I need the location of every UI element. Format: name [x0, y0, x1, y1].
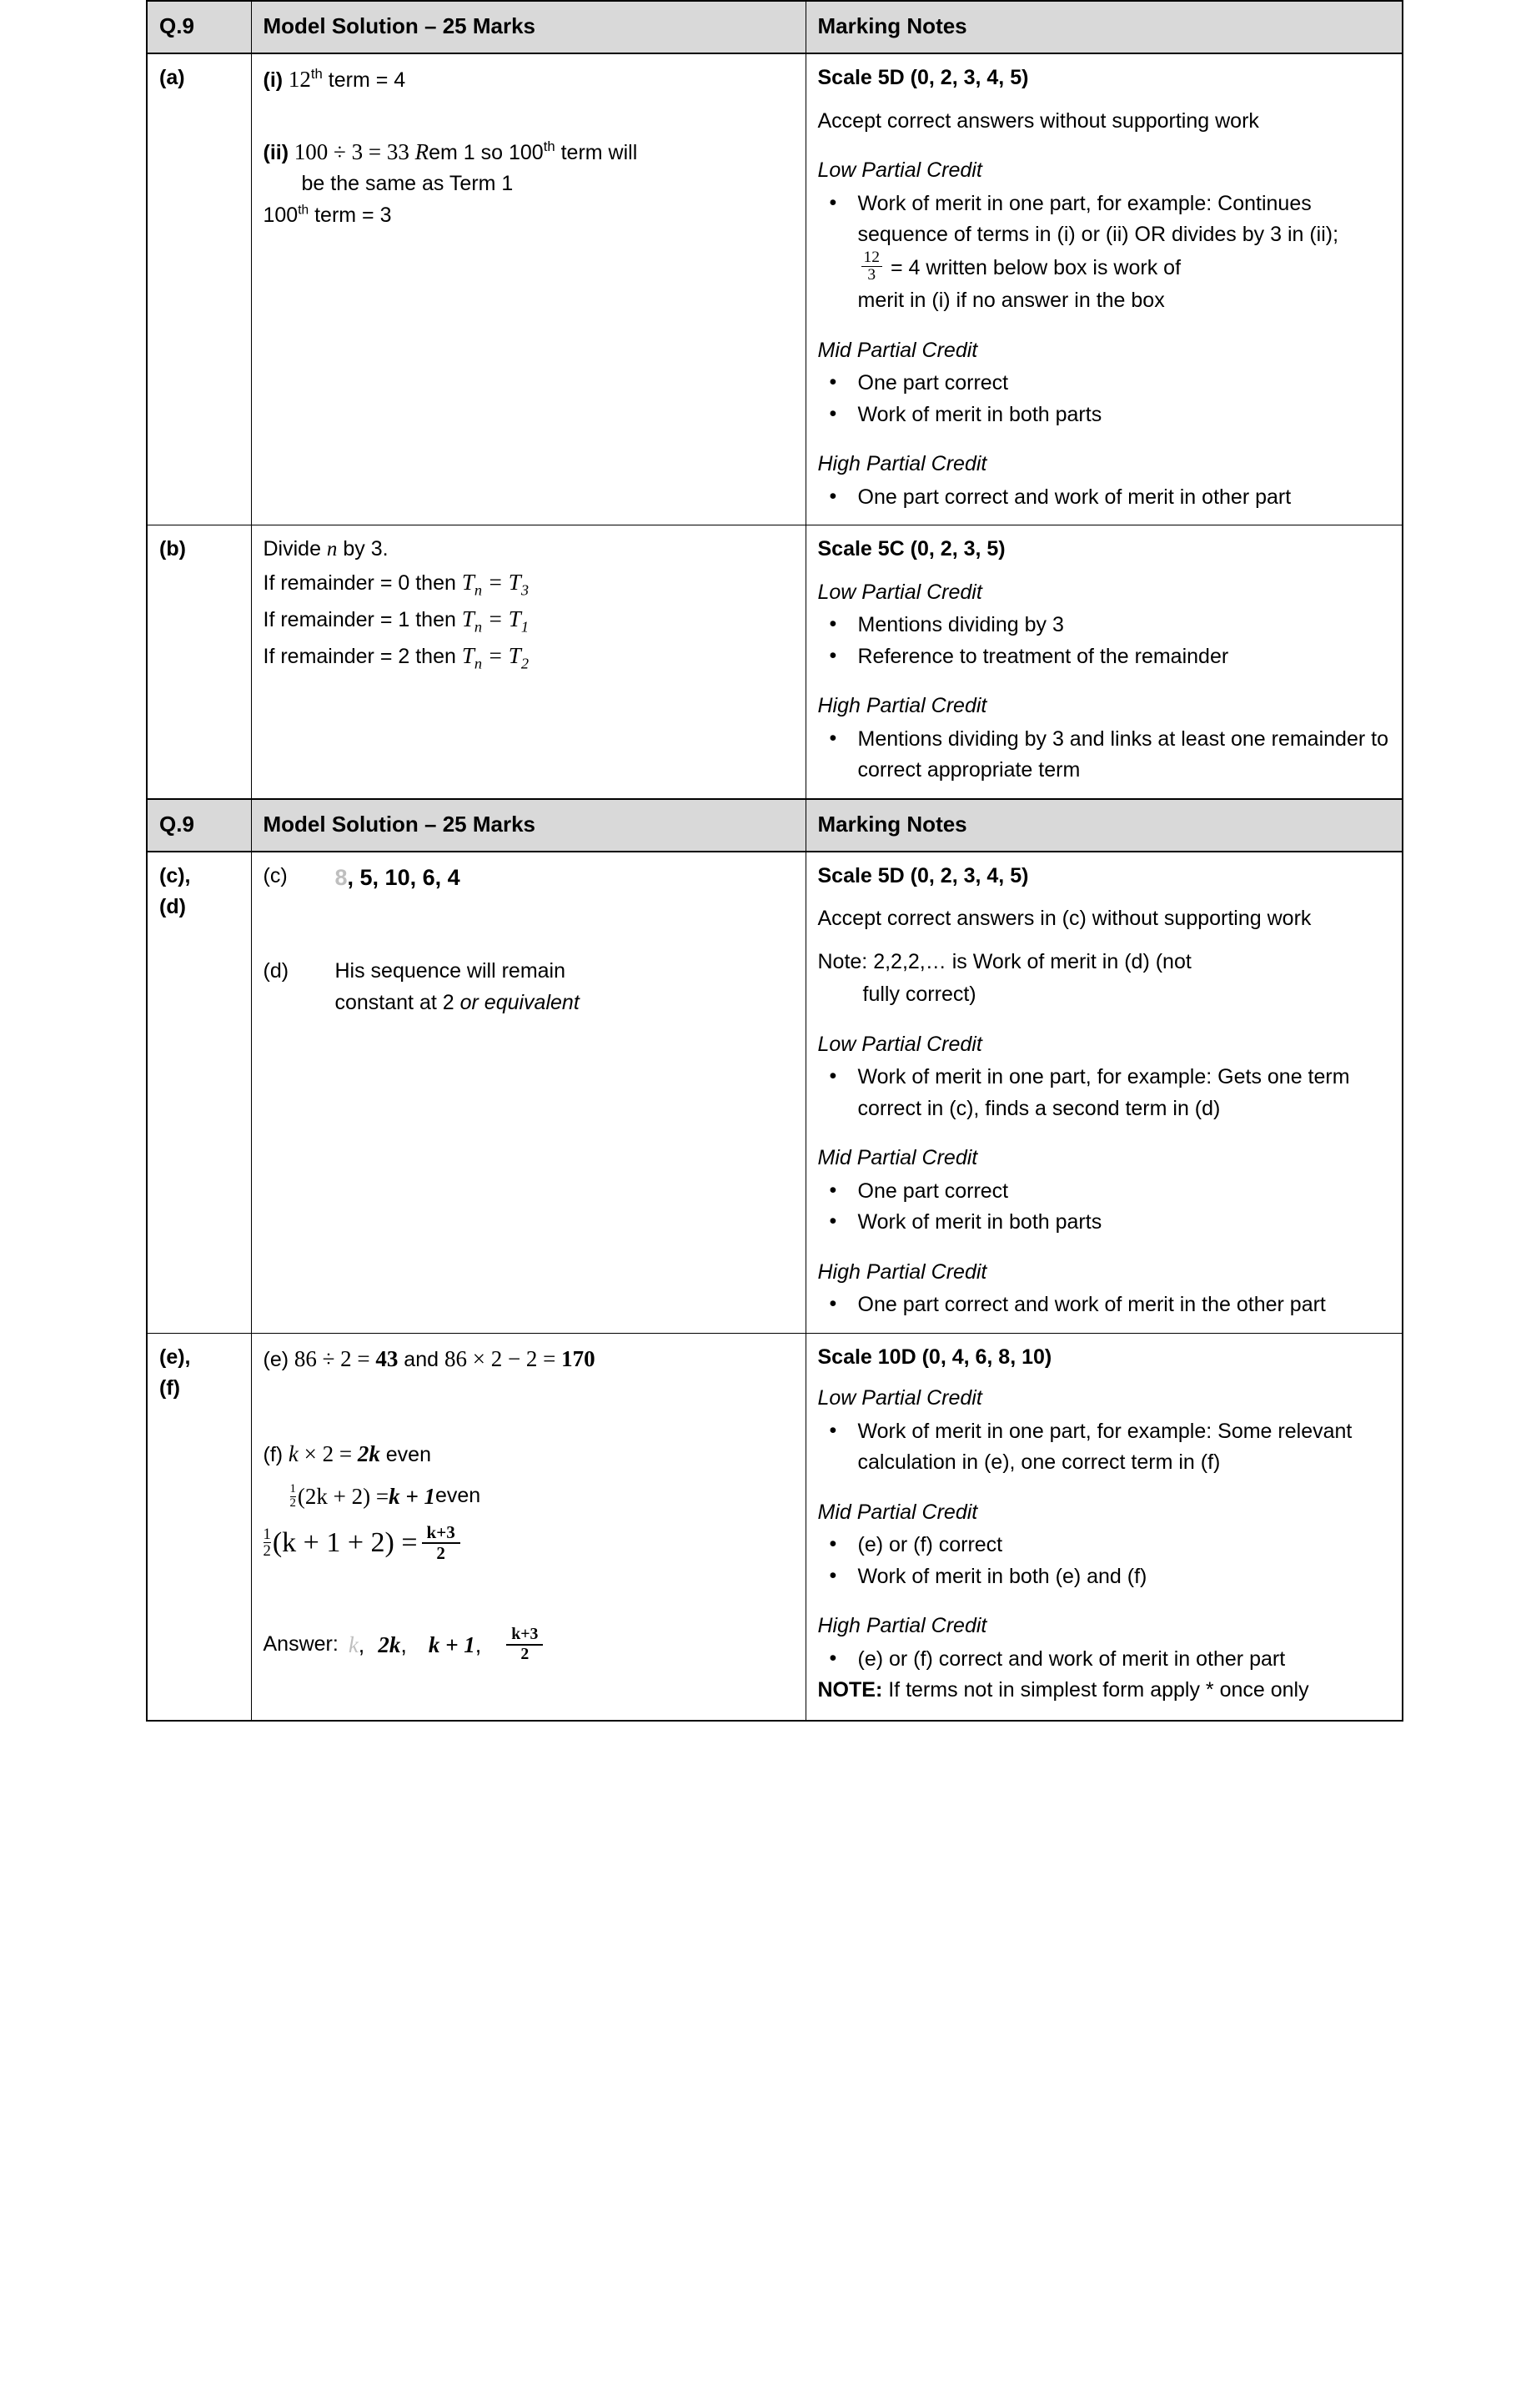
mid-partial-credit-heading: Mid Partial Credit: [817, 338, 978, 362]
solution-d-text: His sequence will remain constant at 2 or equivalent: [334, 959, 580, 1014]
answer-term-1: k: [348, 1631, 359, 1657]
row-label-f: (f): [159, 1376, 180, 1400]
list-item: • Work of merit in one part, for example: Continues sequence of terms in (i) or (ii) OR divides by 3 in (ii); $\frac{12}{3}$ = 4 written below box is work of merit in (i) if no answer in the box: [818, 189, 1391, 317]
high-partial-credit-heading: High Partial Credit: [817, 1614, 987, 1638]
solution-a-part-ii-line2: be the same as Term 1: [301, 172, 514, 195]
list-item: • Work of merit in one part, for example: Gets one term correct in (c), finds a second term in (d): [818, 1062, 1391, 1124]
mid-partial-credit-list: [818, 368, 1391, 430]
list-item: • One part correct and work of merit in other part: [818, 482, 1391, 514]
solution-cell-b: [251, 525, 806, 799]
frac-tail-line2: merit in (i) if no answer in the box: [857, 289, 1165, 313]
low-partial-credit-heading: Low Partial Credit: [817, 158, 982, 182]
fraction-k-plus-3-over-2: $\frac{k+3}{2}$: [422, 1523, 460, 1563]
scale-label: Scale 5D (0, 2, 3, 4, 5): [817, 66, 1029, 89]
fraction-12-over-3: $\frac{12}{3}$: [861, 249, 882, 284]
solution-c-line: (c) 8, 5, 10, 6, 4: [264, 861, 794, 895]
high-partial-credit-heading: High Partial Credit: [817, 452, 987, 476]
mid-partial-credit-list: [818, 1176, 1391, 1239]
low-partial-credit-list: [818, 189, 1391, 317]
answer-term-3: k + 1: [428, 1631, 475, 1657]
list-item: • (e) or (f) correct and work of merit in other part: [818, 1644, 1391, 1676]
low-partial-credit-heading: Low Partial Credit: [817, 580, 982, 604]
marking-scheme-table: [146, 0, 1403, 1722]
list-item: • Reference to treatment of the remainder: [818, 641, 1391, 673]
list-item: • One part correct: [818, 368, 1391, 400]
solution-b-line3: If remainder = 1 then $T_n = T_1$: [263, 606, 530, 636]
low-partial-credit-heading: Low Partial Credit: [817, 1032, 982, 1056]
scale-label: Scale 5D (0, 2, 3, 4, 5): [817, 863, 1029, 887]
row-label-cd: [147, 852, 251, 1334]
answer-term-2: 2k: [378, 1631, 401, 1657]
accept-note: Accept correct answers without supporting work: [817, 108, 1259, 133]
solution-d-line: (d) His sequence will remain constant at 2 or equivalent: [264, 956, 794, 1018]
sequence-values: 8, 5, 10, 6, 4: [334, 864, 460, 890]
high-partial-credit-list: [818, 482, 1391, 514]
mid-partial-credit-heading: Mid Partial Credit: [817, 1146, 978, 1170]
high-partial-credit-heading: High Partial Credit: [817, 1259, 987, 1284]
header-question-number: Q.9: [147, 1, 251, 53]
solution-f-line3: $\frac{1}{2}$ (k + 1 + 2) = $\frac{k+3}{2}$: [264, 1521, 794, 1564]
header-model-solution: Model Solution – 25 Marks: [251, 1, 806, 53]
solution-f-line1: (f) k × 2 = 2k even: [263, 1441, 431, 1467]
table-row: [147, 852, 1403, 1334]
low-partial-credit-heading: Low Partial Credit: [817, 1386, 982, 1410]
fraction-one-half: $\frac{1}{2}$: [289, 1481, 296, 1510]
accept-note: Accept correct answers in (c) without supporting work: [817, 907, 1312, 931]
table-header-row-2: [147, 799, 1403, 852]
header-marking-notes: Marking Notes: [806, 1, 1403, 53]
list-item: • Mentions dividing by 3 and links at least one remainder to correct appropriate term: [818, 724, 1391, 787]
spacer: [264, 894, 794, 956]
solution-cell-cd: [251, 852, 806, 1334]
solution-f-line2: $\frac{1}{2}$ (2k + 2) = k + 1 even: [289, 1481, 481, 1510]
list-item: • Mentions dividing by 3: [818, 610, 1391, 641]
solution-b-line2: If remainder = 0 then $T_n = T_3$: [263, 569, 530, 599]
solution-cell-ef: [251, 1333, 806, 1721]
high-partial-credit-list: [818, 724, 1391, 787]
notes-cell-b: [806, 525, 1403, 799]
high-partial-credit-heading: High Partial Credit: [817, 694, 987, 718]
answer-term-4-fraction: $\frac{k+3}{2}$: [506, 1626, 543, 1664]
solution-a-part-i: (i) 12th term = 4: [263, 66, 406, 92]
header-model-solution: Model Solution – 25 Marks: [251, 799, 806, 852]
scale-label: Scale 10D (0, 4, 6, 8, 10): [817, 1345, 1052, 1369]
list-item: • Work of merit in both (e) and (f): [818, 1561, 1391, 1593]
note-line-1: Note: 2,2,2,… is Work of merit in (d) (not: [817, 949, 1192, 973]
table-row: [147, 53, 1403, 525]
list-item: • Work of merit in one part, for example: Some relevant calculation in (e), one correct term in (f): [818, 1416, 1391, 1479]
scale-label: Scale 5C (0, 2, 3, 5): [817, 537, 1006, 561]
spacer: [264, 1375, 794, 1437]
list-item: • One part correct: [818, 1176, 1391, 1208]
solution-b-line1: Divide n by 3.: [263, 537, 389, 561]
spacer: [264, 97, 794, 135]
table-row: [147, 1333, 1403, 1721]
solution-a-part-ii-line3: 100th term = 3: [263, 203, 392, 227]
row-label-e: (e),: [159, 1345, 191, 1369]
list-item: • (e) or (f) correct: [818, 1530, 1391, 1561]
frac-line: $\frac{12}{3}$ = 4 written below box is work of: [858, 251, 1391, 286]
header-marking-notes: Marking Notes: [806, 799, 1403, 852]
notes-cell-cd: [806, 852, 1403, 1334]
table-header-row-1: [147, 1, 1403, 53]
mid-partial-credit-list: [818, 1530, 1391, 1592]
list-item: • One part correct and work of merit in the other part: [818, 1289, 1391, 1321]
list-item: • Work of merit in both parts: [818, 400, 1391, 431]
row-label-ef: [147, 1333, 251, 1721]
note-simplest-form: NOTE: If terms not in simplest form apply * once only: [817, 1678, 1309, 1702]
marking-scheme-page: [146, 0, 1402, 1722]
low-partial-credit-list: [818, 1062, 1391, 1124]
row-label-c: (c),: [159, 863, 191, 887]
notes-cell-ef: [806, 1333, 1403, 1721]
list-item: • Work of merit in both parts: [818, 1207, 1391, 1239]
solution-b-line4: If remainder = 2 then $T_n = T_2$: [263, 642, 530, 672]
spacer: [264, 1564, 794, 1626]
low-partial-credit-list: [818, 1416, 1391, 1479]
solution-a-part-ii-line1: (ii) 100 ÷ 3 = 33 Rem 1 so 100th term will: [263, 138, 638, 164]
high-partial-credit-list: [818, 1644, 1391, 1676]
note-line-2: fully correct): [862, 983, 976, 1007]
solution-cell-a: [251, 53, 806, 525]
mid-partial-credit-heading: Mid Partial Credit: [817, 1500, 978, 1524]
table-row: [147, 525, 1403, 799]
solution-f-answer-row: Answer: k , 2k , k + 1 , $\frac{k+3}{2}$: [264, 1626, 794, 1664]
low-partial-credit-list: [818, 610, 1391, 672]
row-label-d: (d): [159, 895, 186, 919]
high-partial-credit-list: [818, 1289, 1391, 1321]
notes-cell-a: [806, 53, 1403, 525]
fraction-one-half: $\frac{1}{2}$: [263, 1525, 271, 1561]
answer-label: Answer:: [263, 1632, 339, 1656]
solution-e-line: (e) 86 ÷ 2 = 43 and 86 × 2 − 2 = 170: [263, 1345, 595, 1371]
row-label-b: (b): [147, 525, 251, 799]
header-question-number: Q.9: [147, 799, 251, 852]
row-label-a: (a): [147, 53, 251, 525]
